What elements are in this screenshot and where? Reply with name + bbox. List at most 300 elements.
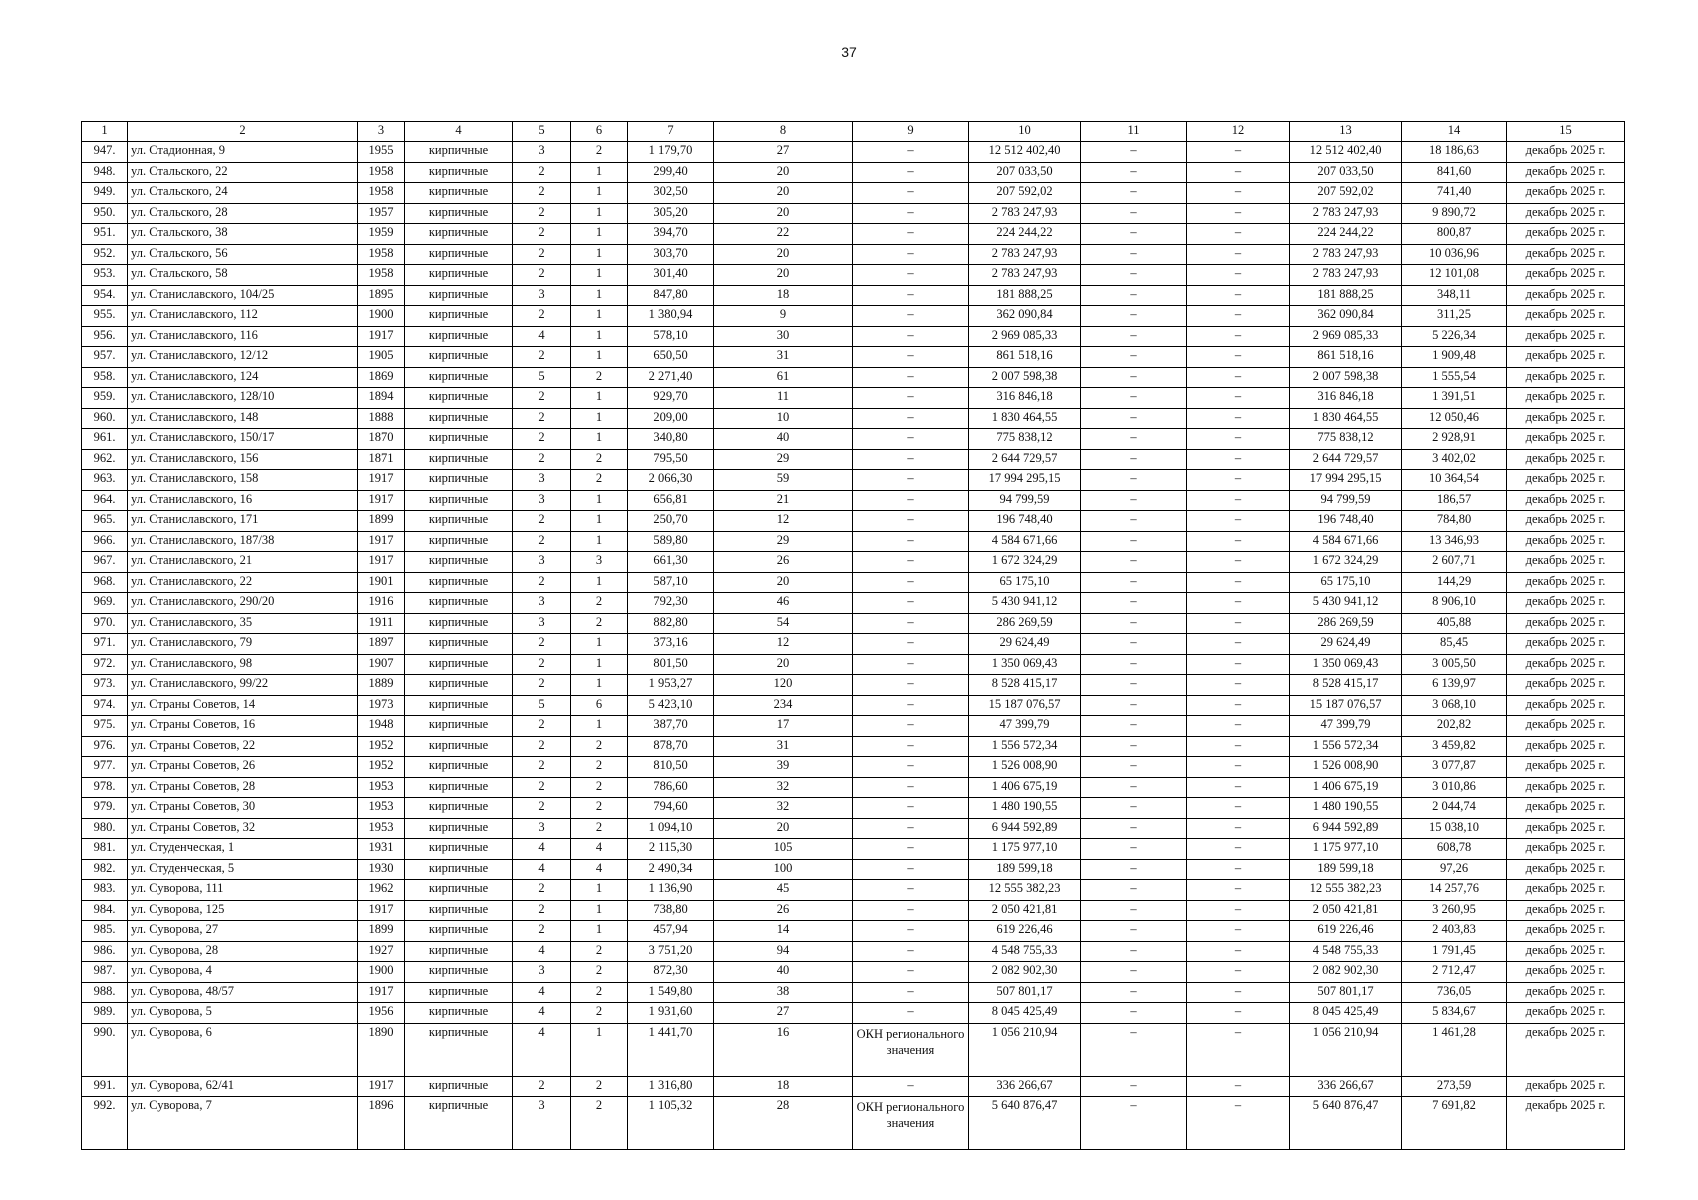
address-cell: ул. Станиславского, 104/25 bbox=[128, 285, 358, 306]
total-cost-cell: 1 556 572,34 bbox=[969, 736, 1081, 757]
row-number-cell: 966. bbox=[82, 531, 128, 552]
col-13-cell: 286 269,59 bbox=[1290, 613, 1402, 634]
table-row bbox=[82, 921, 1625, 942]
wall-material-cell: кирпичные bbox=[405, 244, 513, 265]
area-cell: 1 179,70 bbox=[628, 142, 714, 163]
entrances-cell: 2 bbox=[571, 798, 628, 819]
completion-date-cell: декабрь 2025 г. bbox=[1507, 593, 1625, 614]
address-cell: ул. Станиславского, 187/38 bbox=[128, 531, 358, 552]
residents-cell: 40 bbox=[714, 429, 853, 450]
header-cell: 4 bbox=[405, 122, 513, 142]
cost-per-sqm-cell: 1 909,48 bbox=[1402, 347, 1507, 368]
address-cell: ул. Станиславского, 148 bbox=[128, 408, 358, 429]
year-built-cell: 1948 bbox=[358, 716, 405, 737]
header-cell: 6 bbox=[571, 122, 628, 142]
year-built-cell: 1917 bbox=[358, 470, 405, 491]
area-cell: 394,70 bbox=[628, 224, 714, 245]
residents-cell: 45 bbox=[714, 880, 853, 901]
cost-per-sqm-cell: 12 050,46 bbox=[1402, 408, 1507, 429]
area-cell: 1 094,10 bbox=[628, 818, 714, 839]
col-11-cell: – bbox=[1081, 367, 1187, 388]
completion-date-cell: декабрь 2025 г. bbox=[1507, 142, 1625, 163]
table-row bbox=[82, 900, 1625, 921]
cost-per-sqm-cell: 97,26 bbox=[1402, 859, 1507, 880]
col-11-cell: – bbox=[1081, 388, 1187, 409]
residents-cell: 20 bbox=[714, 818, 853, 839]
row-number-cell: 957. bbox=[82, 347, 128, 368]
residents-cell: 100 bbox=[714, 859, 853, 880]
entrances-cell: 1 bbox=[571, 388, 628, 409]
col-11-cell: – bbox=[1081, 818, 1187, 839]
residents-cell: 31 bbox=[714, 736, 853, 757]
floors-cell: 2 bbox=[513, 388, 571, 409]
heritage-status-cell: – bbox=[853, 675, 969, 696]
entrances-cell: 2 bbox=[571, 1097, 628, 1150]
floors-cell: 3 bbox=[513, 142, 571, 163]
row-number-cell: 961. bbox=[82, 429, 128, 450]
area-cell: 340,80 bbox=[628, 429, 714, 450]
address-cell: ул. Страны Советов, 14 bbox=[128, 695, 358, 716]
year-built-cell: 1955 bbox=[358, 142, 405, 163]
address-cell: ул. Страны Советов, 32 bbox=[128, 818, 358, 839]
area-cell: 1 441,70 bbox=[628, 1023, 714, 1076]
col-13-cell: 94 799,59 bbox=[1290, 490, 1402, 511]
entrances-cell: 2 bbox=[571, 470, 628, 491]
row-number-cell: 968. bbox=[82, 572, 128, 593]
residents-cell: 30 bbox=[714, 326, 853, 347]
col-11-cell: – bbox=[1081, 1076, 1187, 1097]
col-12-cell: – bbox=[1187, 511, 1290, 532]
residents-cell: 54 bbox=[714, 613, 853, 634]
row-number-cell: 981. bbox=[82, 839, 128, 860]
floors-cell: 3 bbox=[513, 552, 571, 573]
wall-material-cell: кирпичные bbox=[405, 429, 513, 450]
total-cost-cell: 861 518,16 bbox=[969, 347, 1081, 368]
floors-cell: 2 bbox=[513, 1076, 571, 1097]
residents-cell: 20 bbox=[714, 162, 853, 183]
area-cell: 872,30 bbox=[628, 962, 714, 983]
col-11-cell: – bbox=[1081, 572, 1187, 593]
cost-per-sqm-cell: 18 186,63 bbox=[1402, 142, 1507, 163]
cost-per-sqm-cell: 3 068,10 bbox=[1402, 695, 1507, 716]
completion-date-cell: декабрь 2025 г. bbox=[1507, 326, 1625, 347]
col-13-cell: 2 783 247,93 bbox=[1290, 265, 1402, 286]
year-built-cell: 1952 bbox=[358, 757, 405, 778]
cost-per-sqm-cell: 311,25 bbox=[1402, 306, 1507, 327]
page-number: 37 bbox=[841, 44, 857, 60]
wall-material-cell: кирпичные bbox=[405, 736, 513, 757]
residents-cell: 27 bbox=[714, 1003, 853, 1024]
completion-date-cell: декабрь 2025 г. bbox=[1507, 716, 1625, 737]
address-cell: ул. Суворова, 111 bbox=[128, 880, 358, 901]
year-built-cell: 1973 bbox=[358, 695, 405, 716]
cost-per-sqm-cell: 15 038,10 bbox=[1402, 818, 1507, 839]
area-cell: 1 953,27 bbox=[628, 675, 714, 696]
year-built-cell: 1899 bbox=[358, 921, 405, 942]
area-cell: 250,70 bbox=[628, 511, 714, 532]
col-12-cell: – bbox=[1187, 818, 1290, 839]
address-cell: ул. Станиславского, 156 bbox=[128, 449, 358, 470]
table-row bbox=[82, 142, 1625, 163]
col-13-cell: 224 244,22 bbox=[1290, 224, 1402, 245]
col-13-cell: 65 175,10 bbox=[1290, 572, 1402, 593]
cost-per-sqm-cell: 9 890,72 bbox=[1402, 203, 1507, 224]
area-cell: 656,81 bbox=[628, 490, 714, 511]
header-cell: 2 bbox=[128, 122, 358, 142]
row-number-cell: 964. bbox=[82, 490, 128, 511]
row-number-cell: 969. bbox=[82, 593, 128, 614]
total-cost-cell: 12 512 402,40 bbox=[969, 142, 1081, 163]
col-13-cell: 2 783 247,93 bbox=[1290, 203, 1402, 224]
residents-cell: 21 bbox=[714, 490, 853, 511]
address-cell: ул. Суворова, 28 bbox=[128, 941, 358, 962]
entrances-cell: 1 bbox=[571, 224, 628, 245]
table-row bbox=[82, 859, 1625, 880]
header-cell: 1 bbox=[82, 122, 128, 142]
table-row bbox=[82, 265, 1625, 286]
floors-cell: 4 bbox=[513, 941, 571, 962]
heritage-status-cell: – bbox=[853, 162, 969, 183]
col-12-cell: – bbox=[1187, 941, 1290, 962]
header-cell: 10 bbox=[969, 122, 1081, 142]
col-12-cell: – bbox=[1187, 675, 1290, 696]
completion-date-cell: декабрь 2025 г. bbox=[1507, 265, 1625, 286]
area-cell: 2 271,40 bbox=[628, 367, 714, 388]
cost-per-sqm-cell: 5 226,34 bbox=[1402, 326, 1507, 347]
col-13-cell: 189 599,18 bbox=[1290, 859, 1402, 880]
residents-cell: 18 bbox=[714, 1076, 853, 1097]
area-cell: 1 380,94 bbox=[628, 306, 714, 327]
row-number-cell: 982. bbox=[82, 859, 128, 880]
table-row bbox=[82, 982, 1625, 1003]
col-11-cell: – bbox=[1081, 1003, 1187, 1024]
col-12-cell: – bbox=[1187, 203, 1290, 224]
floors-cell: 2 bbox=[513, 634, 571, 655]
entrances-cell: 1 bbox=[571, 675, 628, 696]
total-cost-cell: 2 783 247,93 bbox=[969, 265, 1081, 286]
col-13-cell: 316 846,18 bbox=[1290, 388, 1402, 409]
residents-cell: 29 bbox=[714, 531, 853, 552]
residents-cell: 14 bbox=[714, 921, 853, 942]
address-cell: ул. Станиславского, 21 bbox=[128, 552, 358, 573]
table-row bbox=[82, 572, 1625, 593]
floors-cell: 2 bbox=[513, 531, 571, 552]
residents-cell: 20 bbox=[714, 203, 853, 224]
heritage-status-cell: – bbox=[853, 326, 969, 347]
residents-cell: 28 bbox=[714, 1097, 853, 1150]
year-built-cell: 1871 bbox=[358, 449, 405, 470]
col-11-cell: – bbox=[1081, 347, 1187, 368]
col-12-cell: – bbox=[1187, 613, 1290, 634]
address-cell: ул. Страны Советов, 26 bbox=[128, 757, 358, 778]
wall-material-cell: кирпичные bbox=[405, 900, 513, 921]
col-12-cell: – bbox=[1187, 449, 1290, 470]
year-built-cell: 1869 bbox=[358, 367, 405, 388]
col-12-cell: – bbox=[1187, 921, 1290, 942]
floors-cell: 2 bbox=[513, 777, 571, 798]
wall-material-cell: кирпичные bbox=[405, 203, 513, 224]
address-cell: ул. Станиславского, 290/20 bbox=[128, 593, 358, 614]
col-12-cell: – bbox=[1187, 593, 1290, 614]
year-built-cell: 1953 bbox=[358, 798, 405, 819]
table-row bbox=[82, 285, 1625, 306]
total-cost-cell: 1 830 464,55 bbox=[969, 408, 1081, 429]
col-11-cell: – bbox=[1081, 326, 1187, 347]
col-12-cell: – bbox=[1187, 490, 1290, 511]
total-cost-cell: 5 430 941,12 bbox=[969, 593, 1081, 614]
area-cell: 387,70 bbox=[628, 716, 714, 737]
floors-cell: 2 bbox=[513, 798, 571, 819]
col-12-cell: – bbox=[1187, 552, 1290, 573]
completion-date-cell: декабрь 2025 г. bbox=[1507, 757, 1625, 778]
col-12-cell: – bbox=[1187, 367, 1290, 388]
col-12-cell: – bbox=[1187, 859, 1290, 880]
col-11-cell: – bbox=[1081, 531, 1187, 552]
wall-material-cell: кирпичные bbox=[405, 593, 513, 614]
residents-cell: 40 bbox=[714, 962, 853, 983]
residents-cell: 29 bbox=[714, 449, 853, 470]
col-12-cell: – bbox=[1187, 326, 1290, 347]
floors-cell: 2 bbox=[513, 572, 571, 593]
col-13-cell: 861 518,16 bbox=[1290, 347, 1402, 368]
area-cell: 1 549,80 bbox=[628, 982, 714, 1003]
completion-date-cell: декабрь 2025 г. bbox=[1507, 695, 1625, 716]
table-row bbox=[82, 162, 1625, 183]
col-12-cell: – bbox=[1187, 224, 1290, 245]
year-built-cell: 1917 bbox=[358, 982, 405, 1003]
entrances-cell: 2 bbox=[571, 367, 628, 388]
year-built-cell: 1917 bbox=[358, 552, 405, 573]
entrances-cell: 1 bbox=[571, 347, 628, 368]
area-cell: 1 105,32 bbox=[628, 1097, 714, 1150]
row-number-cell: 951. bbox=[82, 224, 128, 245]
residents-cell: 22 bbox=[714, 224, 853, 245]
col-13-cell: 5 640 876,47 bbox=[1290, 1097, 1402, 1150]
wall-material-cell: кирпичные bbox=[405, 634, 513, 655]
col-12-cell: – bbox=[1187, 1003, 1290, 1024]
table-row bbox=[82, 490, 1625, 511]
col-13-cell: 1 556 572,34 bbox=[1290, 736, 1402, 757]
row-number-cell: 973. bbox=[82, 675, 128, 696]
cost-per-sqm-cell: 1 461,28 bbox=[1402, 1023, 1507, 1076]
col-11-cell: – bbox=[1081, 1097, 1187, 1150]
table-row bbox=[82, 203, 1625, 224]
total-cost-cell: 207 033,50 bbox=[969, 162, 1081, 183]
residents-cell: 26 bbox=[714, 900, 853, 921]
wall-material-cell: кирпичные bbox=[405, 777, 513, 798]
entrances-cell: 3 bbox=[571, 552, 628, 573]
col-12-cell: – bbox=[1187, 798, 1290, 819]
table-row bbox=[82, 736, 1625, 757]
heritage-status-cell: – bbox=[853, 265, 969, 286]
col-12-cell: – bbox=[1187, 306, 1290, 327]
heritage-status-cell: – bbox=[853, 941, 969, 962]
floors-cell: 2 bbox=[513, 921, 571, 942]
completion-date-cell: декабрь 2025 г. bbox=[1507, 367, 1625, 388]
col-12-cell: – bbox=[1187, 1023, 1290, 1076]
residents-cell: 61 bbox=[714, 367, 853, 388]
col-11-cell: – bbox=[1081, 265, 1187, 286]
floors-cell: 2 bbox=[513, 675, 571, 696]
total-cost-cell: 8 045 425,49 bbox=[969, 1003, 1081, 1024]
area-cell: 801,50 bbox=[628, 654, 714, 675]
col-11-cell: – bbox=[1081, 183, 1187, 204]
address-cell: ул. Стальского, 58 bbox=[128, 265, 358, 286]
completion-date-cell: декабрь 2025 г. bbox=[1507, 511, 1625, 532]
residents-cell: 20 bbox=[714, 265, 853, 286]
area-cell: 786,60 bbox=[628, 777, 714, 798]
area-cell: 305,20 bbox=[628, 203, 714, 224]
total-cost-cell: 2 644 729,57 bbox=[969, 449, 1081, 470]
year-built-cell: 1901 bbox=[358, 572, 405, 593]
completion-date-cell: декабрь 2025 г. bbox=[1507, 203, 1625, 224]
floors-cell: 2 bbox=[513, 449, 571, 470]
col-13-cell: 4 584 671,66 bbox=[1290, 531, 1402, 552]
cost-per-sqm-cell: 784,80 bbox=[1402, 511, 1507, 532]
row-number-cell: 949. bbox=[82, 183, 128, 204]
entrances-cell: 1 bbox=[571, 634, 628, 655]
area-cell: 810,50 bbox=[628, 757, 714, 778]
entrances-cell: 2 bbox=[571, 613, 628, 634]
entrances-cell: 2 bbox=[571, 962, 628, 983]
residents-cell: 38 bbox=[714, 982, 853, 1003]
floors-cell: 2 bbox=[513, 203, 571, 224]
heritage-status-cell: – bbox=[853, 531, 969, 552]
table-row bbox=[82, 880, 1625, 901]
entrances-cell: 2 bbox=[571, 593, 628, 614]
heritage-status-cell: – bbox=[853, 798, 969, 819]
completion-date-cell: декабрь 2025 г. bbox=[1507, 777, 1625, 798]
floors-cell: 2 bbox=[513, 347, 571, 368]
year-built-cell: 1899 bbox=[358, 511, 405, 532]
completion-date-cell: декабрь 2025 г. bbox=[1507, 982, 1625, 1003]
area-cell: 795,50 bbox=[628, 449, 714, 470]
cost-per-sqm-cell: 144,29 bbox=[1402, 572, 1507, 593]
table-row bbox=[82, 388, 1625, 409]
heritage-status-cell: – bbox=[853, 449, 969, 470]
wall-material-cell: кирпичные bbox=[405, 941, 513, 962]
row-number-cell: 977. bbox=[82, 757, 128, 778]
address-cell: ул. Стальского, 56 bbox=[128, 244, 358, 265]
col-13-cell: 47 399,79 bbox=[1290, 716, 1402, 737]
entrances-cell: 2 bbox=[571, 818, 628, 839]
total-cost-cell: 2 969 085,33 bbox=[969, 326, 1081, 347]
floors-cell: 4 bbox=[513, 839, 571, 860]
completion-date-cell: декабрь 2025 г. bbox=[1507, 1003, 1625, 1024]
residents-cell: 10 bbox=[714, 408, 853, 429]
address-cell: ул. Стальского, 38 bbox=[128, 224, 358, 245]
col-11-cell: – bbox=[1081, 285, 1187, 306]
residents-cell: 9 bbox=[714, 306, 853, 327]
year-built-cell: 1895 bbox=[358, 285, 405, 306]
residents-cell: 20 bbox=[714, 244, 853, 265]
total-cost-cell: 8 528 415,17 bbox=[969, 675, 1081, 696]
wall-material-cell: кирпичные bbox=[405, 613, 513, 634]
col-13-cell: 362 090,84 bbox=[1290, 306, 1402, 327]
col-11-cell: – bbox=[1081, 900, 1187, 921]
table-row bbox=[82, 531, 1625, 552]
row-number-cell: 974. bbox=[82, 695, 128, 716]
heritage-status-cell: – bbox=[853, 511, 969, 532]
year-built-cell: 1957 bbox=[358, 203, 405, 224]
completion-date-cell: декабрь 2025 г. bbox=[1507, 408, 1625, 429]
area-cell: 847,80 bbox=[628, 285, 714, 306]
cost-per-sqm-cell: 2 712,47 bbox=[1402, 962, 1507, 983]
col-13-cell: 29 624,49 bbox=[1290, 634, 1402, 655]
area-cell: 1 136,90 bbox=[628, 880, 714, 901]
heritage-status-cell: – bbox=[853, 1076, 969, 1097]
col-12-cell: – bbox=[1187, 142, 1290, 163]
wall-material-cell: кирпичные bbox=[405, 142, 513, 163]
area-cell: 878,70 bbox=[628, 736, 714, 757]
heritage-status-cell: – bbox=[853, 552, 969, 573]
row-number-cell: 963. bbox=[82, 470, 128, 491]
cost-per-sqm-cell: 5 834,67 bbox=[1402, 1003, 1507, 1024]
col-11-cell: – bbox=[1081, 490, 1187, 511]
col-11-cell: – bbox=[1081, 408, 1187, 429]
heritage-status-cell: – bbox=[853, 490, 969, 511]
year-built-cell: 1956 bbox=[358, 1003, 405, 1024]
entrances-cell: 1 bbox=[571, 203, 628, 224]
area-cell: 792,30 bbox=[628, 593, 714, 614]
completion-date-cell: декабрь 2025 г. bbox=[1507, 634, 1625, 655]
address-cell: ул. Студенческая, 5 bbox=[128, 859, 358, 880]
year-built-cell: 1953 bbox=[358, 777, 405, 798]
entrances-cell: 4 bbox=[571, 859, 628, 880]
col-12-cell: – bbox=[1187, 962, 1290, 983]
entrances-cell: 1 bbox=[571, 326, 628, 347]
entrances-cell: 1 bbox=[571, 921, 628, 942]
floors-cell: 3 bbox=[513, 490, 571, 511]
year-built-cell: 1896 bbox=[358, 1097, 405, 1150]
col-13-cell: 1 406 675,19 bbox=[1290, 777, 1402, 798]
entrances-cell: 1 bbox=[571, 900, 628, 921]
address-cell: ул. Страны Советов, 30 bbox=[128, 798, 358, 819]
completion-date-cell: декабрь 2025 г. bbox=[1507, 224, 1625, 245]
completion-date-cell: декабрь 2025 г. bbox=[1507, 654, 1625, 675]
col-11-cell: – bbox=[1081, 1023, 1187, 1076]
entrances-cell: 1 bbox=[571, 490, 628, 511]
header-cell: 12 bbox=[1187, 122, 1290, 142]
total-cost-cell: 94 799,59 bbox=[969, 490, 1081, 511]
address-cell: ул. Станиславского, 99/22 bbox=[128, 675, 358, 696]
wall-material-cell: кирпичные bbox=[405, 531, 513, 552]
col-12-cell: – bbox=[1187, 531, 1290, 552]
wall-material-cell: кирпичные bbox=[405, 265, 513, 286]
col-11-cell: – bbox=[1081, 880, 1187, 901]
wall-material-cell: кирпичные bbox=[405, 162, 513, 183]
table-row bbox=[82, 306, 1625, 327]
completion-date-cell: декабрь 2025 г. bbox=[1507, 941, 1625, 962]
col-13-cell: 1 672 324,29 bbox=[1290, 552, 1402, 573]
col-11-cell: – bbox=[1081, 839, 1187, 860]
total-cost-cell: 65 175,10 bbox=[969, 572, 1081, 593]
table-row bbox=[82, 818, 1625, 839]
col-13-cell: 8 528 415,17 bbox=[1290, 675, 1402, 696]
row-number-cell: 978. bbox=[82, 777, 128, 798]
heritage-status-cell: ОКН регионального значения bbox=[853, 1023, 969, 1076]
row-number-cell: 984. bbox=[82, 900, 128, 921]
address-cell: ул. Стальского, 22 bbox=[128, 162, 358, 183]
cost-per-sqm-cell: 2 403,83 bbox=[1402, 921, 1507, 942]
cost-per-sqm-cell: 14 257,76 bbox=[1402, 880, 1507, 901]
total-cost-cell: 17 994 295,15 bbox=[969, 470, 1081, 491]
residents-cell: 39 bbox=[714, 757, 853, 778]
entrances-cell: 1 bbox=[571, 408, 628, 429]
row-number-cell: 954. bbox=[82, 285, 128, 306]
heritage-status-cell: – bbox=[853, 880, 969, 901]
col-12-cell: – bbox=[1187, 244, 1290, 265]
